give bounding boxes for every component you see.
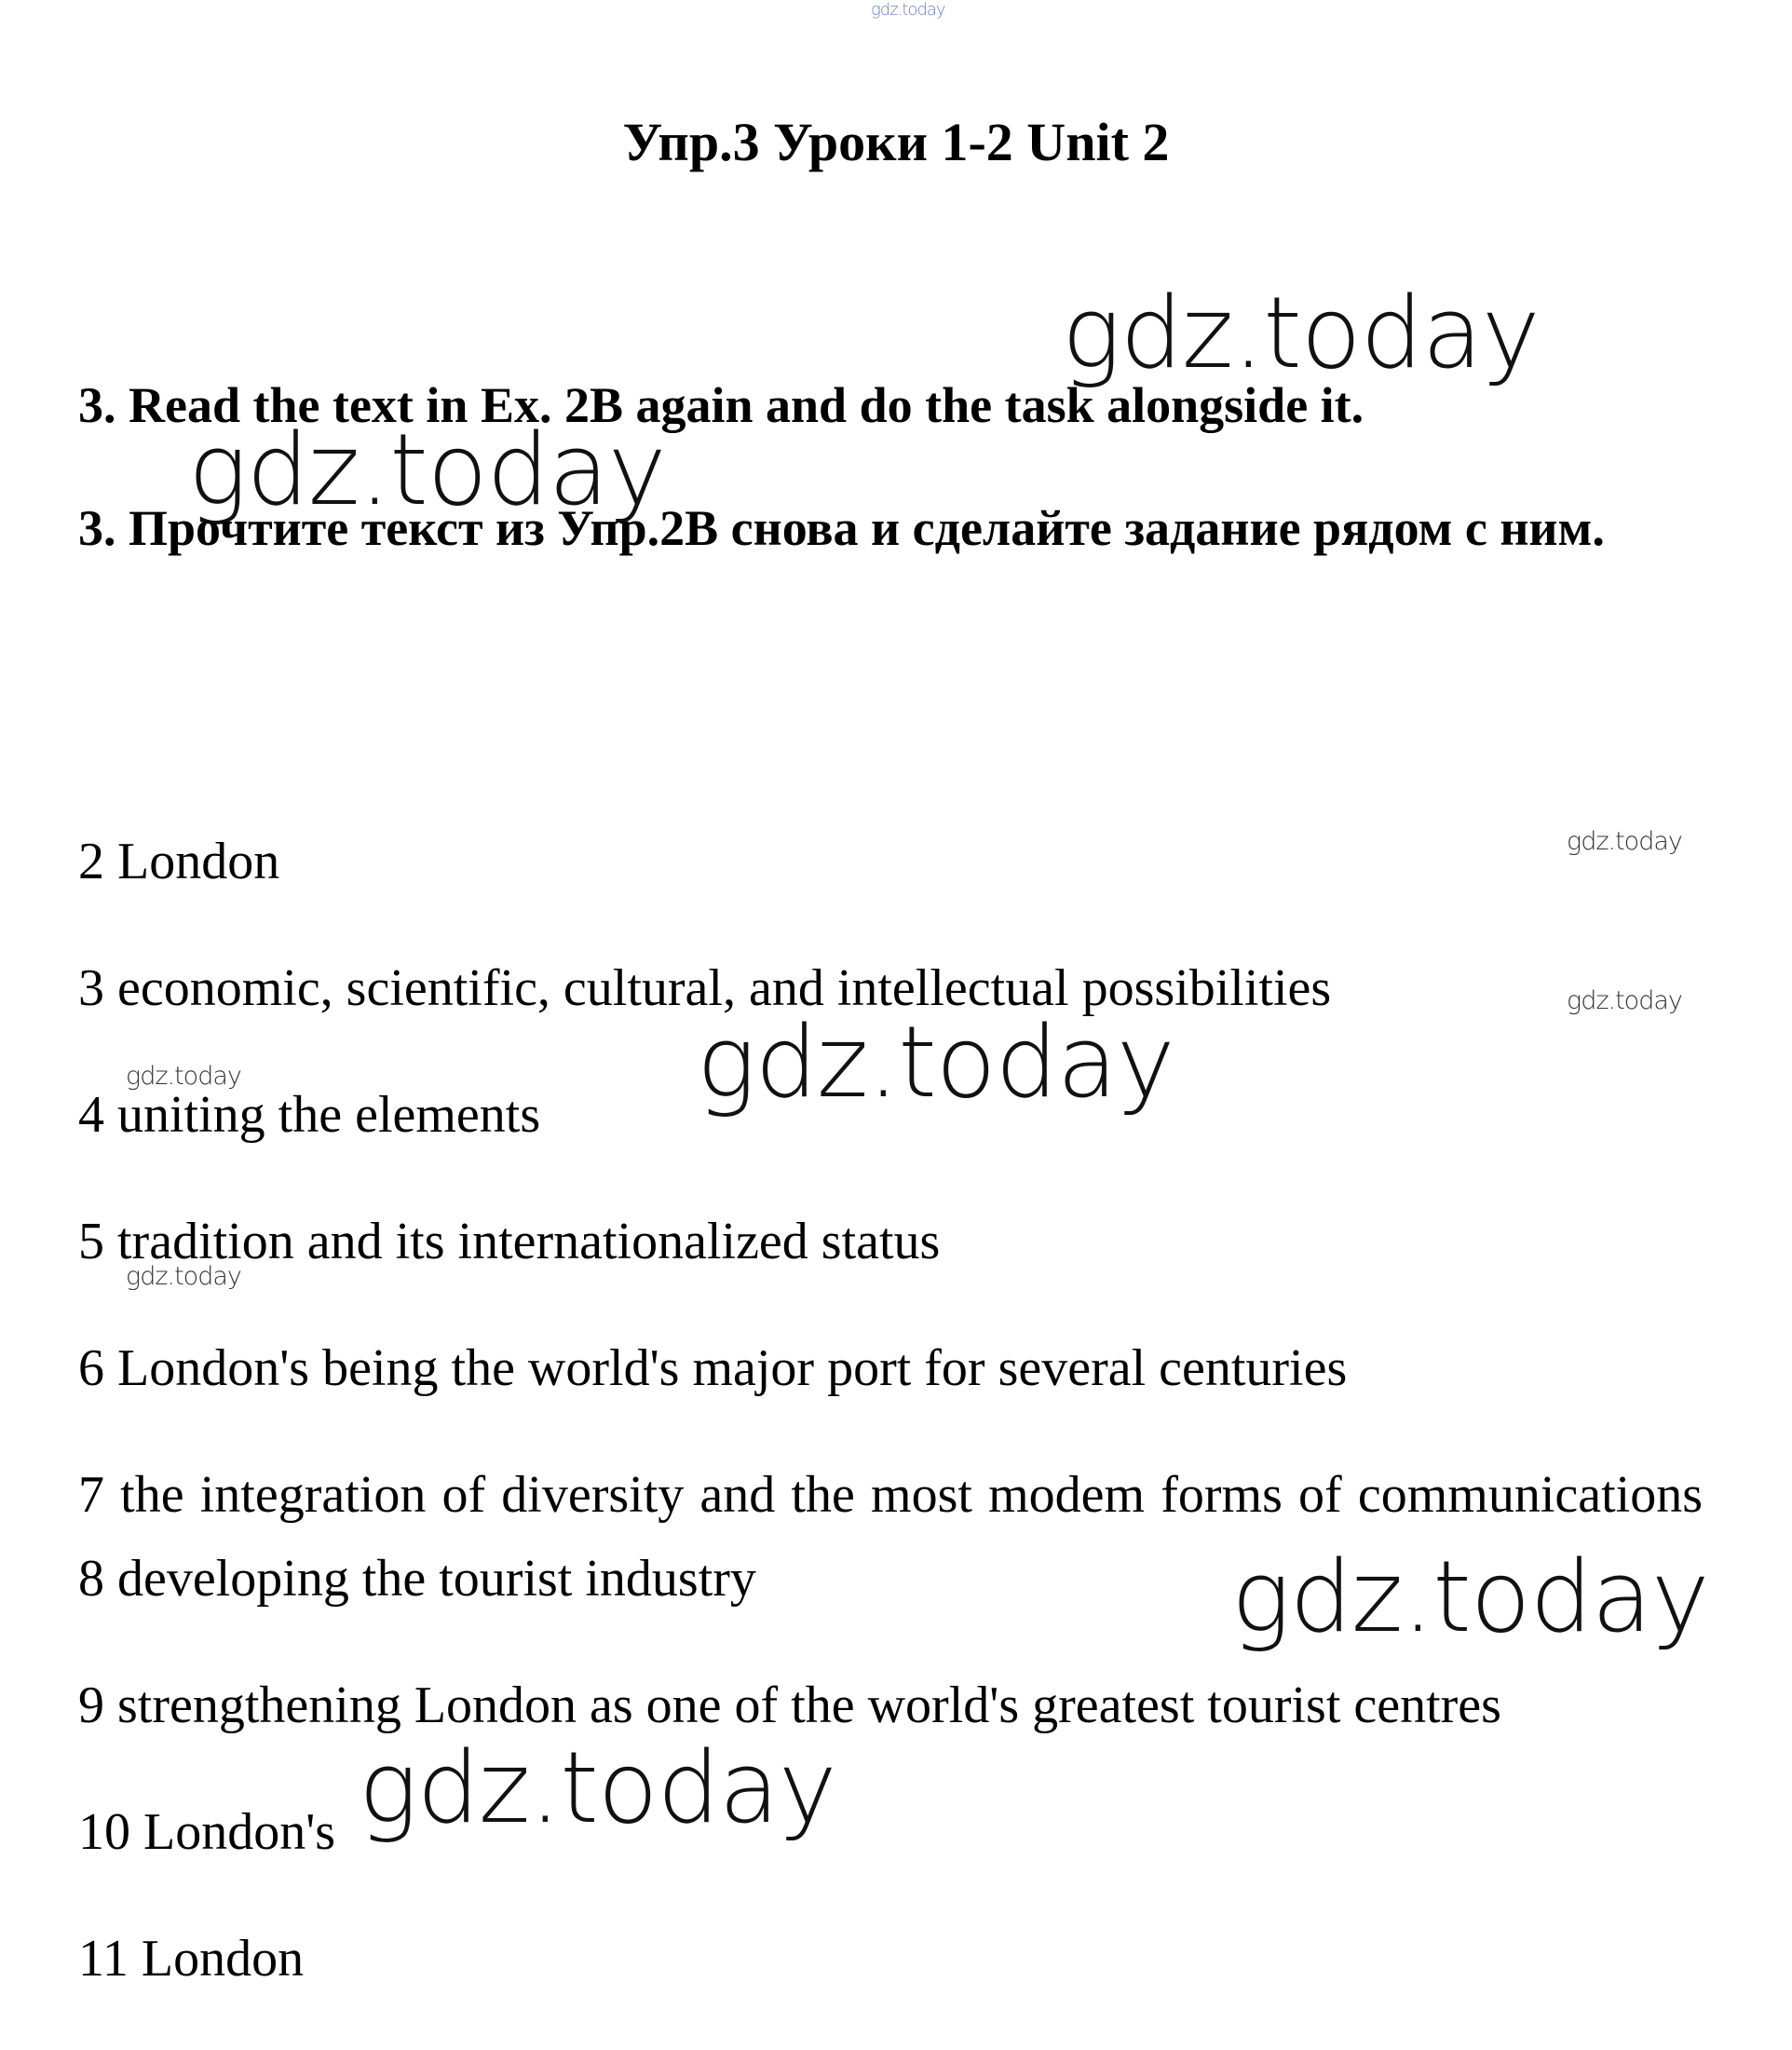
watermark-small-4: gdz.today [126, 1262, 241, 1291]
watermark-big-3: gdz.today [697, 1005, 1174, 1120]
answer-item-6: 6 London's being the world's major port for several centuries [78, 1339, 1348, 1397]
answer-item-11: 11 London [78, 1930, 305, 1988]
watermark-small-2: gdz.today [1567, 986, 1682, 1015]
watermark-big-4: gdz.today [1231, 1540, 1709, 1654]
watermark-top: gdz.today [871, 0, 945, 20]
answer-item-4: 4 uniting the elements [78, 1086, 541, 1144]
task-russian: 3. Прочтите текст из Упр.2В снова и сделайте задание рядом с ним. [78, 500, 1605, 556]
answer-item-7-8: 7 the integration of diversity and the most modem forms of communications 8 developing the tourist industry [78, 1466, 1703, 1608]
answer-item-2: 2 London [78, 833, 280, 890]
answer-item-5: 5 tradition and its internationalized status [78, 1213, 941, 1270]
answer-item-9: 9 strengthening London as one of the world's greatest tourist centres [78, 1677, 1501, 1734]
page-title: Упр.3 Уроки 1-2 Unit 2 [622, 112, 1170, 172]
watermark-big-1: gdz.today [1062, 276, 1540, 390]
watermark-small-1: gdz.today [1567, 827, 1682, 856]
answer-item-3: 3 economic, scientific, cultural, and intellectual possibilities [78, 959, 1332, 1017]
watermark-small-3: gdz.today [126, 1062, 241, 1091]
watermark-big-2: gdz.today [188, 413, 666, 527]
task-english: 3. Read the text in Ex. 2B again and do the task alongside it. [78, 377, 1364, 433]
answer-item-10: 10 London's [78, 1803, 336, 1861]
watermark-big-5: gdz.today [359, 1731, 836, 1845]
